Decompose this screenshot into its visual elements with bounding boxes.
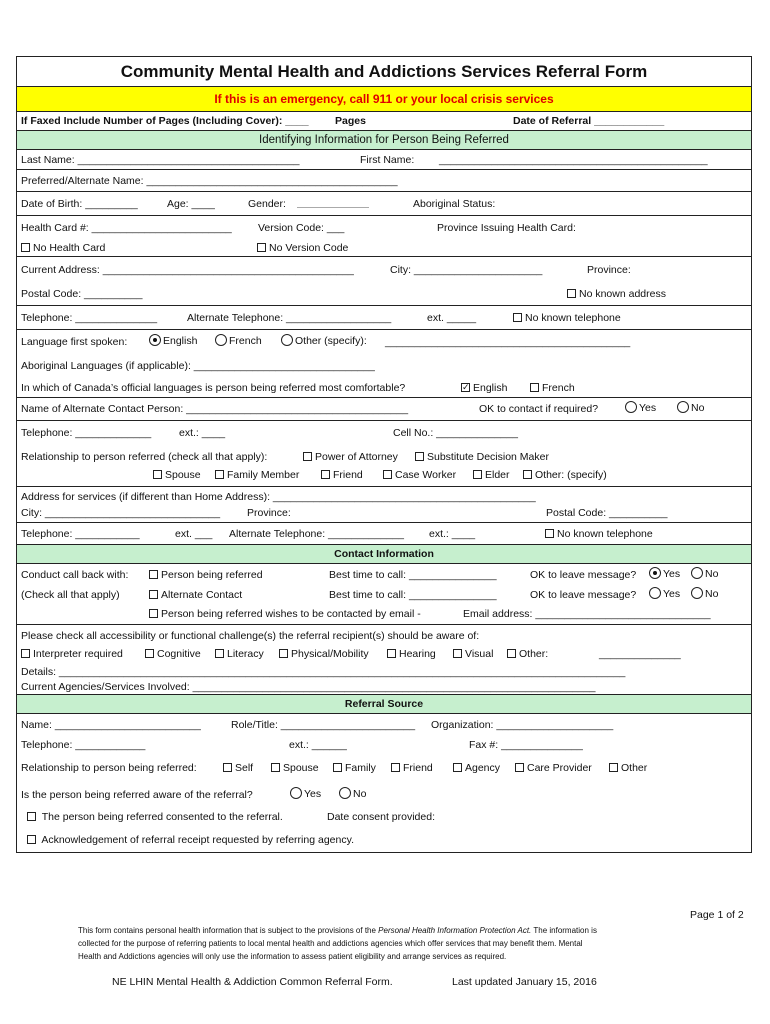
referrer-role-field[interactable]: Role/Title: _______________________ bbox=[231, 719, 416, 731]
acknowledgement-checkbox[interactable] bbox=[27, 835, 36, 844]
email-option[interactable] bbox=[149, 607, 421, 621]
ref-spouse-option[interactable] bbox=[271, 761, 319, 775]
aware-yes-radio[interactable] bbox=[290, 787, 302, 799]
ref-care-provider-checkbox[interactable] bbox=[515, 763, 524, 772]
rel-sdm-option[interactable] bbox=[415, 450, 549, 464]
referrer-telephone-field[interactable]: Telephone: ____________ bbox=[21, 739, 146, 751]
service-province-label: Province: bbox=[247, 507, 291, 519]
last-updated: Last updated January 15, 2016 bbox=[452, 976, 597, 988]
rel-sdm-checkbox[interactable] bbox=[415, 452, 424, 461]
notice-1-post: The information is bbox=[531, 926, 597, 935]
rel-caseworker-option[interactable] bbox=[383, 468, 456, 482]
section-identifying: Identifying Information for Person Being Referred bbox=[17, 131, 751, 150]
access-literacy-checkbox[interactable] bbox=[215, 649, 224, 658]
alt-telephone-field[interactable]: Alternate Telephone: __________________ bbox=[187, 312, 392, 324]
acknowledgement-row bbox=[17, 829, 751, 852]
access-other-checkbox[interactable] bbox=[507, 649, 516, 658]
service-no-tel-label: No known telephone bbox=[557, 528, 653, 540]
ok-message-1-no-radio[interactable] bbox=[691, 567, 703, 579]
cb-person-option[interactable] bbox=[149, 568, 263, 582]
preferred-name-field[interactable]: Preferred/Alternate Name: ___________________________________________ bbox=[21, 175, 398, 187]
current-agencies-field[interactable]: Current Agencies/Services Involved: _____________________________________________________________________ bbox=[21, 681, 596, 693]
rel-elder-checkbox[interactable] bbox=[473, 470, 482, 479]
alt-phone-row bbox=[17, 421, 751, 445]
ext-field[interactable]: ext. _____ bbox=[427, 312, 477, 324]
ok-message-2-no-radio[interactable] bbox=[691, 587, 703, 599]
ref-friend-label: Friend bbox=[403, 762, 433, 774]
access-cognitive-option[interactable] bbox=[145, 647, 201, 661]
referrer-phone-row bbox=[17, 734, 751, 756]
ok-message-2-no-label: No bbox=[705, 588, 719, 600]
ol-french-checkbox[interactable] bbox=[530, 383, 539, 392]
section-referral: Referral Source bbox=[17, 695, 751, 714]
ref-self-option[interactable] bbox=[223, 761, 253, 775]
no-version-code-option[interactable] bbox=[257, 241, 348, 255]
rel-caseworker-label: Case Worker bbox=[395, 469, 457, 481]
ok-contact-yes-radio[interactable] bbox=[625, 401, 637, 413]
ok-message-2-yes-label: Yes bbox=[663, 588, 681, 600]
ref-spouse-label: Spouse bbox=[283, 762, 319, 774]
cb-alternate-checkbox[interactable] bbox=[149, 590, 158, 599]
date-consent-label[interactable]: Date consent provided: bbox=[327, 811, 435, 823]
access-visual-option[interactable] bbox=[453, 647, 493, 661]
health-card-field[interactable]: Health Card #: ________________________ bbox=[21, 222, 232, 234]
fax-pages-label[interactable]: If Faxed Include Number of Pages (Including Cover): ____ bbox=[21, 115, 309, 127]
ok-message-1-no-label: No bbox=[705, 568, 719, 580]
ref-self-checkbox[interactable] bbox=[223, 763, 232, 772]
aboriginal-status-label: Aboriginal Status: bbox=[413, 198, 496, 210]
access-interpreter-label: Interpreter required bbox=[33, 648, 123, 660]
lang-english-label: English bbox=[163, 335, 198, 347]
lang-french-option[interactable] bbox=[215, 334, 262, 348]
email-address-field[interactable]: Email address: ______________________________ bbox=[463, 608, 711, 620]
rel-family-option[interactable] bbox=[215, 468, 299, 482]
aware-row bbox=[17, 784, 751, 806]
lang-other-field[interactable]: __________________________________________ bbox=[385, 336, 631, 348]
no-health-card-label: No Health Card bbox=[33, 242, 106, 254]
address-row bbox=[17, 257, 751, 282]
no-health-card-option[interactable] bbox=[21, 241, 105, 255]
ref-other-label: Other bbox=[621, 762, 648, 774]
form-title: Community Mental Health and Addictions Services Referral Form bbox=[17, 57, 751, 87]
rel-friend-label: Friend bbox=[333, 469, 363, 481]
ref-care-provider-option[interactable] bbox=[515, 761, 592, 775]
best-time-1-field[interactable]: Best time to call: _______________ bbox=[329, 569, 497, 581]
referrer-relationship-label: Relationship to person being referred: bbox=[21, 762, 197, 774]
notice-1-pre: This form contains personal health information that is subject to the provisions of the bbox=[78, 926, 379, 935]
official-lang-row bbox=[17, 378, 751, 398]
last-name-field[interactable]: Last Name: ______________________________________ bbox=[21, 154, 300, 166]
notice-1-italic: Personal Health Information Protection Act. bbox=[378, 926, 532, 935]
access-other-option[interactable] bbox=[507, 647, 548, 661]
lang-english-option[interactable] bbox=[149, 334, 197, 348]
consent-row bbox=[17, 806, 751, 829]
access-literacy-label: Literacy bbox=[227, 648, 264, 660]
rel-caseworker-checkbox[interactable] bbox=[383, 470, 392, 479]
rel-family-checkbox[interactable] bbox=[215, 470, 224, 479]
aware-label: Is the person being referred aware of the referral? bbox=[21, 789, 253, 801]
dob-row bbox=[17, 192, 751, 216]
ok-message-1-yes-label: Yes bbox=[663, 568, 681, 580]
language-first-label: Language first spoken: bbox=[21, 336, 128, 348]
accessibility-row bbox=[17, 625, 751, 663]
rel-family-label: Family Member bbox=[227, 469, 300, 481]
referrer-relationship-row bbox=[17, 756, 751, 784]
access-hearing-option[interactable] bbox=[387, 647, 436, 661]
dob-field[interactable]: Date of Birth: _________ bbox=[21, 198, 138, 210]
privacy-notice-line-3: Health and Addictions agencies will only use the information to assess patient eligibility and arrange services as required. bbox=[78, 952, 507, 961]
telephone-row bbox=[17, 306, 751, 330]
service-phone-row bbox=[17, 523, 751, 545]
ok-contact-no-radio[interactable] bbox=[677, 401, 689, 413]
rel-spouse-checkbox[interactable] bbox=[153, 470, 162, 479]
rel-friend-option[interactable] bbox=[321, 468, 363, 482]
rel-poa-option[interactable] bbox=[303, 450, 398, 464]
no-health-card-checkbox[interactable] bbox=[21, 243, 30, 252]
access-physical-label: Physical/Mobility bbox=[291, 648, 369, 660]
ok-message-2-yes-radio[interactable] bbox=[649, 587, 661, 599]
details-row bbox=[17, 663, 751, 695]
aware-yes-option[interactable] bbox=[290, 787, 321, 801]
access-hearing-checkbox[interactable] bbox=[387, 649, 396, 658]
service-postal-field[interactable]: Postal Code: __________ bbox=[546, 507, 668, 519]
province-issuing-label: Province Issuing Health Card: bbox=[437, 222, 576, 234]
access-interpreter-option[interactable] bbox=[21, 647, 123, 661]
cb-person-label: Person being referred bbox=[161, 569, 263, 581]
ok-message-2-yes-option[interactable] bbox=[649, 587, 680, 601]
privacy-notice bbox=[78, 924, 597, 963]
gender-label: Gender: bbox=[248, 198, 286, 210]
lang-english-radio[interactable] bbox=[149, 334, 161, 346]
consent-label: The person being referred consented to the referral. bbox=[41, 811, 283, 823]
access-physical-checkbox[interactable] bbox=[279, 649, 288, 658]
fax-row bbox=[17, 112, 751, 131]
service-ext-field[interactable]: ext. ___ bbox=[175, 528, 213, 540]
no-known-address-label: No known address bbox=[579, 288, 666, 300]
rel-other-option[interactable] bbox=[523, 468, 607, 482]
cb-alternate-option[interactable] bbox=[149, 588, 242, 602]
alt-contact-telephone-field[interactable]: Telephone: _____________ bbox=[21, 427, 152, 439]
ref-spouse-checkbox[interactable] bbox=[271, 763, 280, 772]
service-address-row bbox=[17, 487, 751, 523]
rel-sdm-label: Substitute Decision Maker bbox=[427, 451, 549, 463]
health-card-row bbox=[17, 216, 751, 257]
service-address-field[interactable]: Address for services (if different than Home Address): _____________________________________________ bbox=[21, 491, 536, 503]
ref-other-option[interactable] bbox=[609, 761, 647, 775]
consent-checkbox[interactable] bbox=[27, 812, 36, 821]
access-visual-checkbox[interactable] bbox=[453, 649, 462, 658]
ref-family-option[interactable] bbox=[333, 761, 376, 775]
no-version-code-label: No Version Code bbox=[269, 242, 349, 254]
ref-agency-checkbox[interactable] bbox=[453, 763, 462, 772]
ref-friend-checkbox[interactable] bbox=[391, 763, 400, 772]
version-code-field[interactable]: Version Code: ___ bbox=[258, 222, 345, 234]
callback-label: Conduct call back with: bbox=[21, 569, 129, 581]
best-time-2-field[interactable]: Best time to call: _______________ bbox=[329, 589, 497, 601]
official-language-label: In which of Canada’s official languages is person being referred most comfortable? bbox=[21, 382, 406, 394]
email-option-label: Person being referred wishes to be contacted by email - bbox=[161, 608, 421, 620]
referral-form bbox=[16, 56, 752, 853]
referrer-org-field[interactable]: Organization: ____________________ bbox=[431, 719, 614, 731]
access-other-field[interactable]: ______________ bbox=[599, 648, 681, 660]
rel-spouse-option[interactable] bbox=[153, 468, 201, 482]
first-name-label: First Name: bbox=[360, 154, 415, 166]
service-alt-tel-field[interactable]: Alternate Telephone: _____________ bbox=[229, 528, 404, 540]
age-field[interactable]: Age: ____ bbox=[167, 198, 215, 210]
rel-other-checkbox[interactable] bbox=[523, 470, 532, 479]
current-address-field[interactable]: Current Address: ___________________________________________ bbox=[21, 264, 354, 276]
aware-yes-label: Yes bbox=[304, 788, 322, 800]
acknowledgement-option[interactable] bbox=[27, 833, 354, 847]
city-field[interactable]: City: ______________________ bbox=[390, 264, 543, 276]
ol-french-option[interactable] bbox=[530, 381, 575, 395]
page-number: Page 1 of 2 bbox=[690, 909, 744, 921]
rel-poa-label: Power of Attorney bbox=[315, 451, 398, 463]
no-version-code-checkbox[interactable] bbox=[257, 243, 266, 252]
accessibility-label: Please check all accessibility or functional challenge(s) the referral recipient(s) should be aware of: bbox=[21, 630, 480, 642]
lang-other-option[interactable] bbox=[281, 334, 367, 348]
ref-friend-option[interactable] bbox=[391, 761, 433, 775]
language-row bbox=[17, 330, 751, 354]
relationship-label: Relationship to person referred (check all that apply): bbox=[21, 451, 268, 463]
alt-contact-field[interactable]: Name of Alternate Contact Person: ______________________________________ bbox=[21, 403, 409, 415]
ok-message-1-yes-option[interactable] bbox=[649, 567, 680, 581]
emergency-banner: If this is an emergency, call 911 or your local crisis services bbox=[17, 87, 751, 112]
no-known-address-checkbox[interactable] bbox=[567, 289, 576, 298]
lang-other-radio[interactable] bbox=[281, 334, 293, 346]
ref-family-label: Family bbox=[345, 762, 376, 774]
aware-no-option[interactable] bbox=[339, 787, 366, 801]
first-name-field[interactable]: ______________________________________________ bbox=[439, 154, 708, 166]
alt-contact-row bbox=[17, 398, 751, 421]
telephone-field[interactable]: Telephone: ______________ bbox=[21, 312, 158, 324]
cb-person-checkbox[interactable] bbox=[149, 570, 158, 579]
date-of-referral-field[interactable]: Date of Referral ____________ bbox=[513, 115, 665, 127]
contact-row bbox=[17, 564, 751, 625]
postal-code-field[interactable]: Postal Code: __________ bbox=[21, 288, 143, 300]
lang-other-label: Other (specify): bbox=[295, 335, 367, 347]
lang-french-radio[interactable] bbox=[215, 334, 227, 346]
access-hearing-label: Hearing bbox=[399, 648, 436, 660]
ok-contact-yes-option[interactable] bbox=[625, 401, 656, 415]
privacy-notice-line-1 bbox=[78, 924, 597, 937]
ref-agency-label: Agency bbox=[465, 762, 501, 774]
preferred-name-row bbox=[17, 170, 751, 192]
details-field[interactable]: Details: _________________________________________________________________________________________________ bbox=[21, 666, 626, 678]
privacy-notice-line-2: collected for the purpose of referring patients to local mental health and addictions agencies which offer services that may benefit them. Mental bbox=[78, 939, 583, 948]
fax-pages-suffix: Pages bbox=[335, 115, 366, 127]
aware-no-label: No bbox=[353, 788, 367, 800]
ok-contact-label: OK to contact if required? bbox=[479, 403, 599, 415]
cb-alternate-label: Alternate Contact bbox=[161, 589, 243, 601]
access-cognitive-checkbox[interactable] bbox=[145, 649, 154, 658]
referrer-ext-field[interactable]: ext.: ______ bbox=[289, 739, 347, 751]
rel-other-label: Other: (specify) bbox=[535, 469, 607, 481]
ref-agency-option[interactable] bbox=[453, 761, 500, 775]
access-interpreter-checkbox[interactable] bbox=[21, 649, 30, 658]
ok-message-1-yes-radio[interactable] bbox=[649, 567, 661, 579]
no-known-telephone-checkbox[interactable] bbox=[513, 313, 522, 322]
email-checkbox[interactable] bbox=[149, 609, 158, 618]
no-known-telephone-option[interactable] bbox=[513, 311, 621, 325]
ok-contact-yes-label: Yes bbox=[639, 402, 657, 414]
ref-care-provider-label: Care Provider bbox=[527, 762, 592, 774]
check-all-label: (Check all that apply) bbox=[21, 589, 120, 601]
ok-message-2-label: OK to leave message? bbox=[530, 589, 637, 601]
alt-contact-ext-field[interactable]: ext.: ____ bbox=[179, 427, 226, 439]
ok-message-2-no-option[interactable] bbox=[691, 587, 718, 601]
service-no-tel-option[interactable] bbox=[545, 527, 653, 541]
ol-english-label: English bbox=[473, 382, 508, 394]
rel-friend-checkbox[interactable] bbox=[321, 470, 330, 479]
lang-french-label: French bbox=[229, 335, 262, 347]
rel-poa-checkbox[interactable] bbox=[303, 452, 312, 461]
no-known-address-option[interactable] bbox=[567, 287, 666, 301]
gender-field[interactable] bbox=[297, 198, 369, 208]
access-other-label: Other: bbox=[519, 648, 549, 660]
access-visual-label: Visual bbox=[465, 648, 494, 660]
name-row bbox=[17, 150, 751, 170]
service-no-tel-checkbox[interactable] bbox=[545, 529, 554, 538]
no-known-telephone-label: No known telephone bbox=[525, 312, 621, 324]
rel-spouse-label: Spouse bbox=[165, 469, 201, 481]
ol-french-label: French bbox=[542, 382, 575, 394]
service-city-field[interactable]: City: ______________________________ bbox=[21, 507, 221, 519]
service-ext2-field[interactable]: ext.: ____ bbox=[429, 528, 476, 540]
ref-family-checkbox[interactable] bbox=[333, 763, 342, 772]
province-label: Province: bbox=[587, 264, 631, 276]
rel-elder-label: Elder bbox=[485, 469, 510, 481]
access-literacy-option[interactable] bbox=[215, 647, 264, 661]
referrer-name-row bbox=[17, 714, 751, 734]
access-cognitive-label: Cognitive bbox=[157, 648, 201, 660]
access-physical-option[interactable] bbox=[279, 647, 369, 661]
ok-message-1-label: OK to leave message? bbox=[530, 569, 637, 581]
ok-contact-no-label: No bbox=[691, 402, 705, 414]
ref-other-checkbox[interactable] bbox=[609, 763, 618, 772]
ol-english-checkbox[interactable] bbox=[461, 383, 470, 392]
referrer-name-field[interactable]: Name: _________________________ bbox=[21, 719, 201, 731]
aware-no-radio[interactable] bbox=[339, 787, 351, 799]
ol-english-option[interactable] bbox=[461, 381, 507, 395]
relationship-row bbox=[17, 445, 751, 487]
referrer-fax-field[interactable]: Fax #: ______________ bbox=[469, 739, 583, 751]
rel-elder-option[interactable] bbox=[473, 468, 510, 482]
ref-self-label: Self bbox=[235, 762, 254, 774]
cell-field[interactable]: Cell No.: ______________ bbox=[393, 427, 518, 439]
service-telephone-field[interactable]: Telephone: ___________ bbox=[21, 528, 140, 540]
consent-option[interactable] bbox=[27, 810, 283, 824]
section-contact: Contact Information bbox=[17, 545, 751, 564]
postal-row bbox=[17, 282, 751, 306]
aboriginal-lang-row bbox=[17, 354, 751, 378]
aboriginal-languages-field[interactable]: Aboriginal Languages (if applicable): _______________________________ bbox=[21, 360, 375, 372]
acknowledgement-label: Acknowledgement of referral receipt requested by referring agency. bbox=[41, 834, 354, 846]
form-name: NE LHIN Mental Health & Addiction Common Referral Form. bbox=[112, 976, 393, 988]
ok-contact-no-option[interactable] bbox=[677, 401, 704, 415]
ok-message-1-no-option[interactable] bbox=[691, 567, 718, 581]
